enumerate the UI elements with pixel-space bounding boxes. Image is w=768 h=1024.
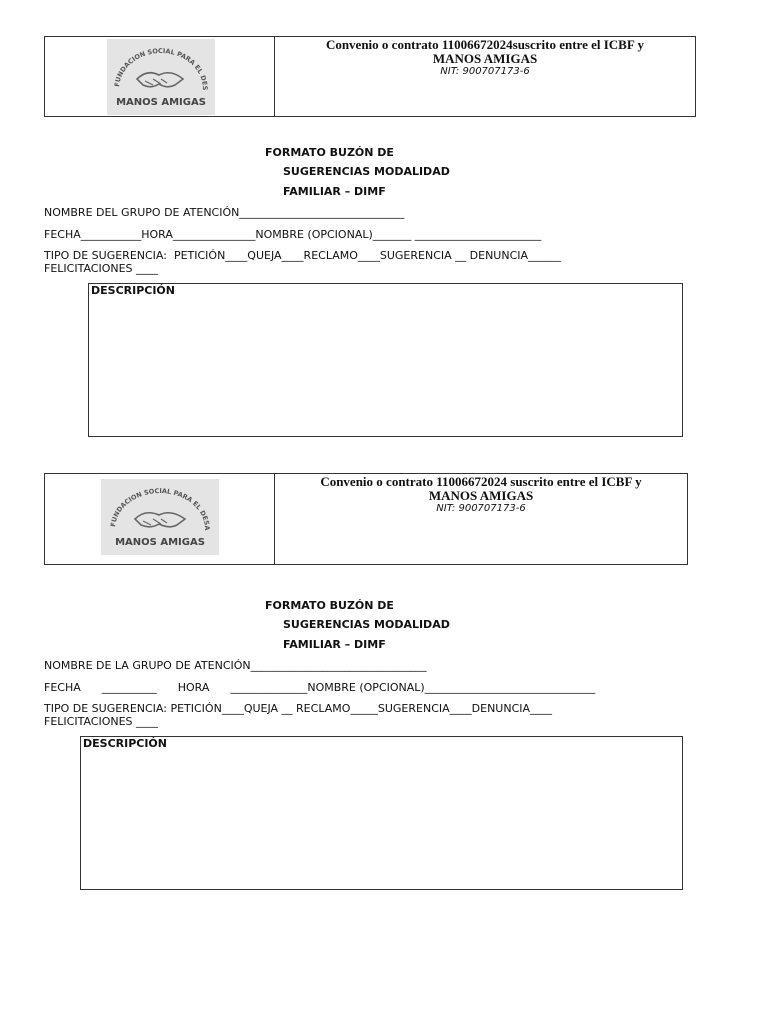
form-title-line-2: SUGERENCIAS MODALIDAD — [283, 165, 450, 178]
logo-name: MANOS AMIGAS — [116, 97, 206, 108]
nit-text: NIT: 900707173-6 — [436, 503, 526, 514]
form-title-line-1: FORMATO BUZÓN DE — [265, 146, 394, 159]
convenio-text: Convenio o contrato 11006672024suscrito entre el ICBF y — [325, 37, 645, 52]
descripcion-label: DESCRIPCIÓN — [83, 737, 167, 750]
felicitaciones-field[interactable]: FELICITACIONES ____ — [44, 715, 159, 728]
foundation-logo — [107, 39, 215, 119]
fecha-hora-nombre-field[interactable]: FECHA __________ HORA ______________NOMBRE (OPCIONAL)_______________________________ — [44, 681, 596, 694]
header-table-2 — [44, 473, 688, 565]
form-title-line-3: FAMILIAR – DIMF — [283, 185, 386, 198]
header-table-1 — [44, 36, 696, 117]
logo-name: MANOS AMIGAS — [115, 537, 205, 548]
tipo-sugerencia-field[interactable]: TIPO DE SUGERENCIA: PETICIÓN____QUEJA____RECLAMO____SUGERENCIA __ DENUNCIA______ — [44, 249, 562, 262]
descripcion-box[interactable] — [80, 736, 683, 890]
grupo-atencion-field[interactable]: NOMBRE DEL GRUPO DE ATENCIÓN______________________________ — [44, 206, 405, 219]
foundation-logo — [101, 479, 219, 559]
grupo-atencion-field[interactable]: NOMBRE DE LA GRUPO DE ATENCIÓN________________________________ — [44, 659, 427, 672]
descripcion-label: DESCRIPCIÓN — [91, 284, 175, 297]
nit-text: NIT: 900707173-6 — [440, 66, 530, 77]
fecha-hora-nombre-field[interactable]: FECHA___________HORA_______________NOMBRE (OPCIONAL)_______ _______________________ — [44, 228, 542, 241]
header-text-block — [275, 474, 687, 514]
tipo-sugerencia-field[interactable]: TIPO DE SUGERENCIA: PETICIÓN____QUEJA __ RECLAMO_____SUGERENCIA____DENUNCIA____ — [44, 702, 553, 715]
handshake-logo-icon — [101, 479, 219, 555]
form-title-line-1: FORMATO BUZÓN DE — [265, 599, 394, 612]
felicitaciones-field[interactable]: FELICITACIONES ____ — [44, 262, 159, 275]
header-text-block — [275, 37, 695, 77]
handshake-logo-icon — [107, 39, 215, 115]
descripcion-box[interactable] — [88, 283, 683, 437]
logo-arc-text: FUNDACION SOCIAL PARA EL DES — [113, 46, 210, 91]
form-title-line-3: FAMILIAR – DIMF — [283, 638, 386, 651]
org-name: MANOS AMIGAS — [428, 488, 534, 503]
convenio-text: Convenio o contrato 11006672024 suscrito entre el ICBF y — [320, 474, 642, 489]
form-title-line-2: SUGERENCIAS MODALIDAD — [283, 618, 450, 631]
logo-arc-text: FUNDACION SOCIAL PARA EL DESA — [109, 486, 212, 531]
org-name: MANOS AMIGAS — [432, 51, 538, 66]
